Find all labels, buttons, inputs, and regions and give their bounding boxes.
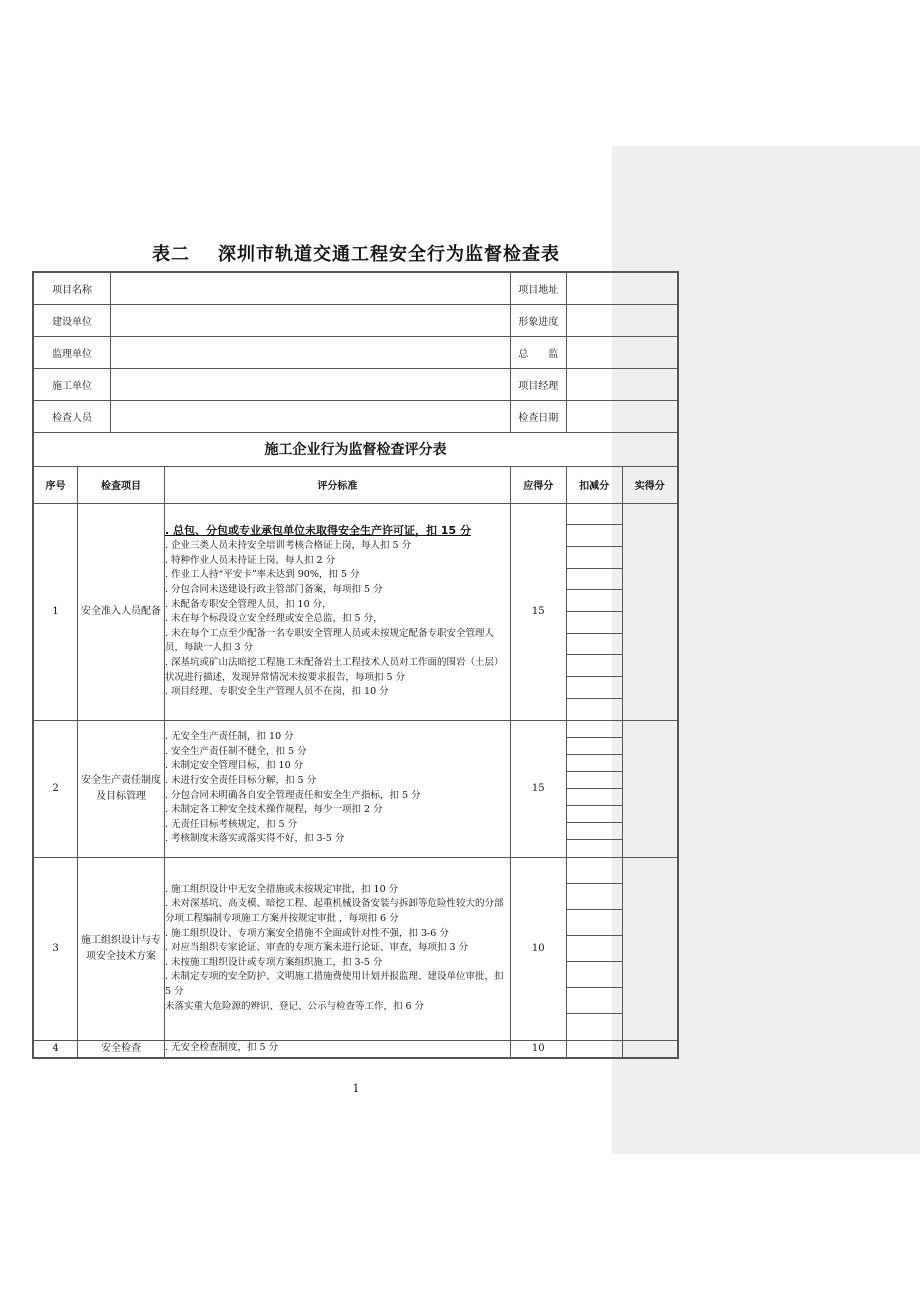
deduct-cell[interactable]: [567, 699, 622, 720]
info-label: 检查日期: [510, 400, 566, 432]
deduct-cell[interactable]: [567, 840, 622, 856]
criteria-line: . 无责任目标考核规定，扣 5 分: [164, 818, 298, 830]
criteria-line: . 无安全生产责任制，扣 10 分: [164, 731, 294, 743]
row-criteria: [164, 1040, 510, 1058]
inspection-table: [32, 271, 679, 1059]
criteria-lead: . 总包、分包或专业承包单位未取得安全生产许可证，扣 15 分: [164, 524, 471, 538]
info-value-field[interactable]: [566, 304, 678, 336]
deduct-cell[interactable]: [567, 655, 622, 677]
criteria-line: . 未在每个标段设立安全经理或安全总监，扣 5 分，: [164, 613, 383, 625]
deduct-cell[interactable]: [567, 962, 622, 988]
deduct-cell[interactable]: [567, 590, 622, 612]
info-value-field[interactable]: [566, 400, 678, 432]
row-deduct: [566, 720, 622, 857]
deduct-cell[interactable]: [567, 1014, 622, 1039]
row-seq: 3: [33, 857, 78, 1040]
criteria-line: . 未进行安全责任目标分解，扣 5 分: [164, 774, 317, 786]
deduct-cell[interactable]: [567, 738, 622, 755]
criteria-line: . 未制定专项的安全防护、文明施工措施费使用计划并报监理、建设单位审批，扣 5 分: [164, 971, 504, 997]
criteria-line: . 项目经理、专职安全生产管理人员不在岗，扣 10 分: [164, 686, 389, 698]
deduct-cell[interactable]: [567, 504, 622, 526]
info-value-field[interactable]: [566, 272, 678, 304]
table-row: [33, 857, 678, 1040]
col-header-due: 应得分: [510, 466, 566, 503]
row-deduct: [566, 857, 622, 1040]
deduct-cell[interactable]: [567, 634, 622, 656]
row-actual-score[interactable]: [622, 503, 678, 720]
col-header-criteria: 评分标准: [164, 466, 510, 503]
info-value-field[interactable]: [111, 272, 511, 304]
deduct-cell[interactable]: [567, 721, 622, 738]
table-row: [33, 720, 678, 857]
deduct-cell[interactable]: [567, 858, 622, 884]
info-label: 项目地址: [510, 272, 566, 304]
deduct-cell[interactable]: [567, 677, 622, 699]
info-label: 形象进度: [510, 304, 566, 336]
deduct-cell[interactable]: [567, 755, 622, 772]
criteria-line: . 未按施工组织设计或专项方案组织施工，扣 3-5 分: [164, 956, 383, 968]
row-criteria: [164, 720, 510, 857]
row-item: 安全准入人员配备: [78, 503, 165, 720]
page-number: 1: [352, 1082, 360, 1095]
criteria-line: . 未制定各工种安全技术操作规程，每少一项扣 2 分: [164, 804, 383, 816]
row-seq: 2: [33, 720, 78, 857]
info-value-field[interactable]: [566, 368, 678, 400]
info-value-field[interactable]: [111, 304, 511, 336]
criteria-line: . 作业工人持“平安卡”率未达到 90%，扣 5 分: [164, 569, 360, 581]
criteria-line: . 考核制度未落实或落实得不好，扣 3-5 分: [164, 833, 345, 845]
criteria-line: . 未在每个工点至少配备一名专职安全管理人员或未按规定配备专职安全管理人员，每缺一人扣 3 分: [164, 627, 495, 654]
info-row: [33, 400, 678, 432]
column-header-row: [33, 466, 678, 503]
info-value-field[interactable]: [111, 368, 511, 400]
row-actual-score[interactable]: [622, 1040, 678, 1058]
deduct-cell[interactable]: [567, 823, 622, 840]
deduct-cell[interactable]: [567, 547, 622, 569]
info-label: 项目名称: [33, 272, 111, 304]
row-due-score: 15: [510, 720, 566, 857]
row-due-score: 10: [510, 1040, 566, 1058]
row-item: 施工组织设计与专项安全技术方案: [78, 857, 165, 1040]
deduct-cell[interactable]: [567, 772, 622, 789]
criteria-line: . 施工组织设计、专项方案安全措施不全面或针对性不强，扣 3-6 分: [164, 927, 449, 939]
criteria-line: . 施工组织设计中无安全措施或未按规定审批，扣 10 分: [164, 883, 399, 895]
info-row: [33, 272, 678, 304]
row-item: 安全检查: [78, 1040, 165, 1058]
info-value-field[interactable]: [111, 400, 511, 432]
info-label: 总 监: [510, 336, 566, 368]
info-row: [33, 304, 678, 336]
info-label: 监理单位: [33, 336, 111, 368]
criteria-line: . 安全生产责任制不健全，扣 5 分: [164, 745, 307, 757]
criteria-line: . 无安全检查制度，扣 5 分: [164, 1042, 279, 1054]
deduct-cell[interactable]: [567, 612, 622, 634]
info-label: 施工单位: [33, 368, 111, 400]
row-deduct[interactable]: [566, 1040, 622, 1058]
deduct-cell[interactable]: [567, 569, 622, 591]
section-title: 施工企业行为监督检查评分表: [33, 432, 678, 466]
criteria-line: . 分包合同未明确各自安全管理责任和安全生产指标，扣 5 分: [164, 789, 421, 801]
info-value-field[interactable]: [111, 336, 511, 368]
criteria-line: . 企业三类人员未持安全培训考核合格证上岗，每人扣 5 分: [164, 540, 412, 552]
row-due-score: 15: [510, 503, 566, 720]
page-title: [0, 240, 712, 266]
deduct-cell[interactable]: [567, 936, 622, 962]
row-seq: 1: [33, 503, 78, 720]
info-row: [33, 336, 678, 368]
col-header-item: 检查项目: [78, 466, 165, 503]
info-row: [33, 368, 678, 400]
table-row: [33, 1040, 678, 1058]
col-header-deduct: 扣减分: [566, 466, 622, 503]
row-criteria: [164, 503, 510, 720]
deduct-cell[interactable]: [567, 910, 622, 936]
criteria-line: . 深基坑或矿山法暗挖工程施工未配备岩土工程技术人员对工作面的围岩（土层）状况进行描述，发现异常情况未按要求报告，每项扣 5 分: [164, 656, 504, 683]
info-label: 建设单位: [33, 304, 111, 336]
row-actual-score[interactable]: [622, 857, 678, 1040]
col-header-seq: 序号: [33, 466, 78, 503]
deduct-cell[interactable]: [567, 789, 622, 806]
title-prefix: 表二: [152, 244, 190, 265]
deduct-cell[interactable]: [567, 525, 622, 547]
criteria-line: . 未配备专职安全管理人员，扣 10 分，: [164, 598, 332, 610]
row-criteria: [164, 857, 510, 1040]
deduct-cell[interactable]: [567, 806, 622, 823]
deduct-cell[interactable]: [567, 988, 622, 1014]
criteria-line: . 对应当组织专家论证、审查的专项方案未进行论证、审查，每项扣 3 分: [164, 942, 469, 954]
criteria-line: . 未制定安全管理目标，扣 10 分: [164, 760, 304, 772]
title-main: 深圳市轨道交通工程安全行为监督检查表: [218, 244, 560, 265]
col-header-actual: 实得分: [622, 466, 678, 503]
deduct-cell[interactable]: [567, 884, 622, 910]
table-row: [33, 503, 678, 720]
row-deduct: [566, 503, 622, 720]
criteria-line: . 分包合同未送建设行政主管部门备案，每项扣 5 分: [164, 584, 383, 596]
criteria-line: . 未对深基坑、高支模、暗挖工程、起重机械设备安装与拆卸等危险性较大的分部分项工程编制专项施工方案并按规定审批 ，每项扣 6 分: [164, 898, 504, 925]
row-seq: 4: [33, 1040, 78, 1058]
criteria-line: . 特种作业人员未持证上岗，每人扣 2 分: [164, 554, 336, 566]
row-item: 安全生产责任制度及目标管理: [78, 720, 165, 857]
info-label: 项目经理: [510, 368, 566, 400]
row-actual-score[interactable]: [622, 720, 678, 857]
info-label: 检查人员: [33, 400, 111, 432]
row-due-score: 10: [510, 857, 566, 1040]
criteria-line: 未落实重大危险源的辨识、登记、公示与检查等工作，扣 6 分: [164, 1000, 425, 1012]
info-value-field[interactable]: [566, 336, 678, 368]
